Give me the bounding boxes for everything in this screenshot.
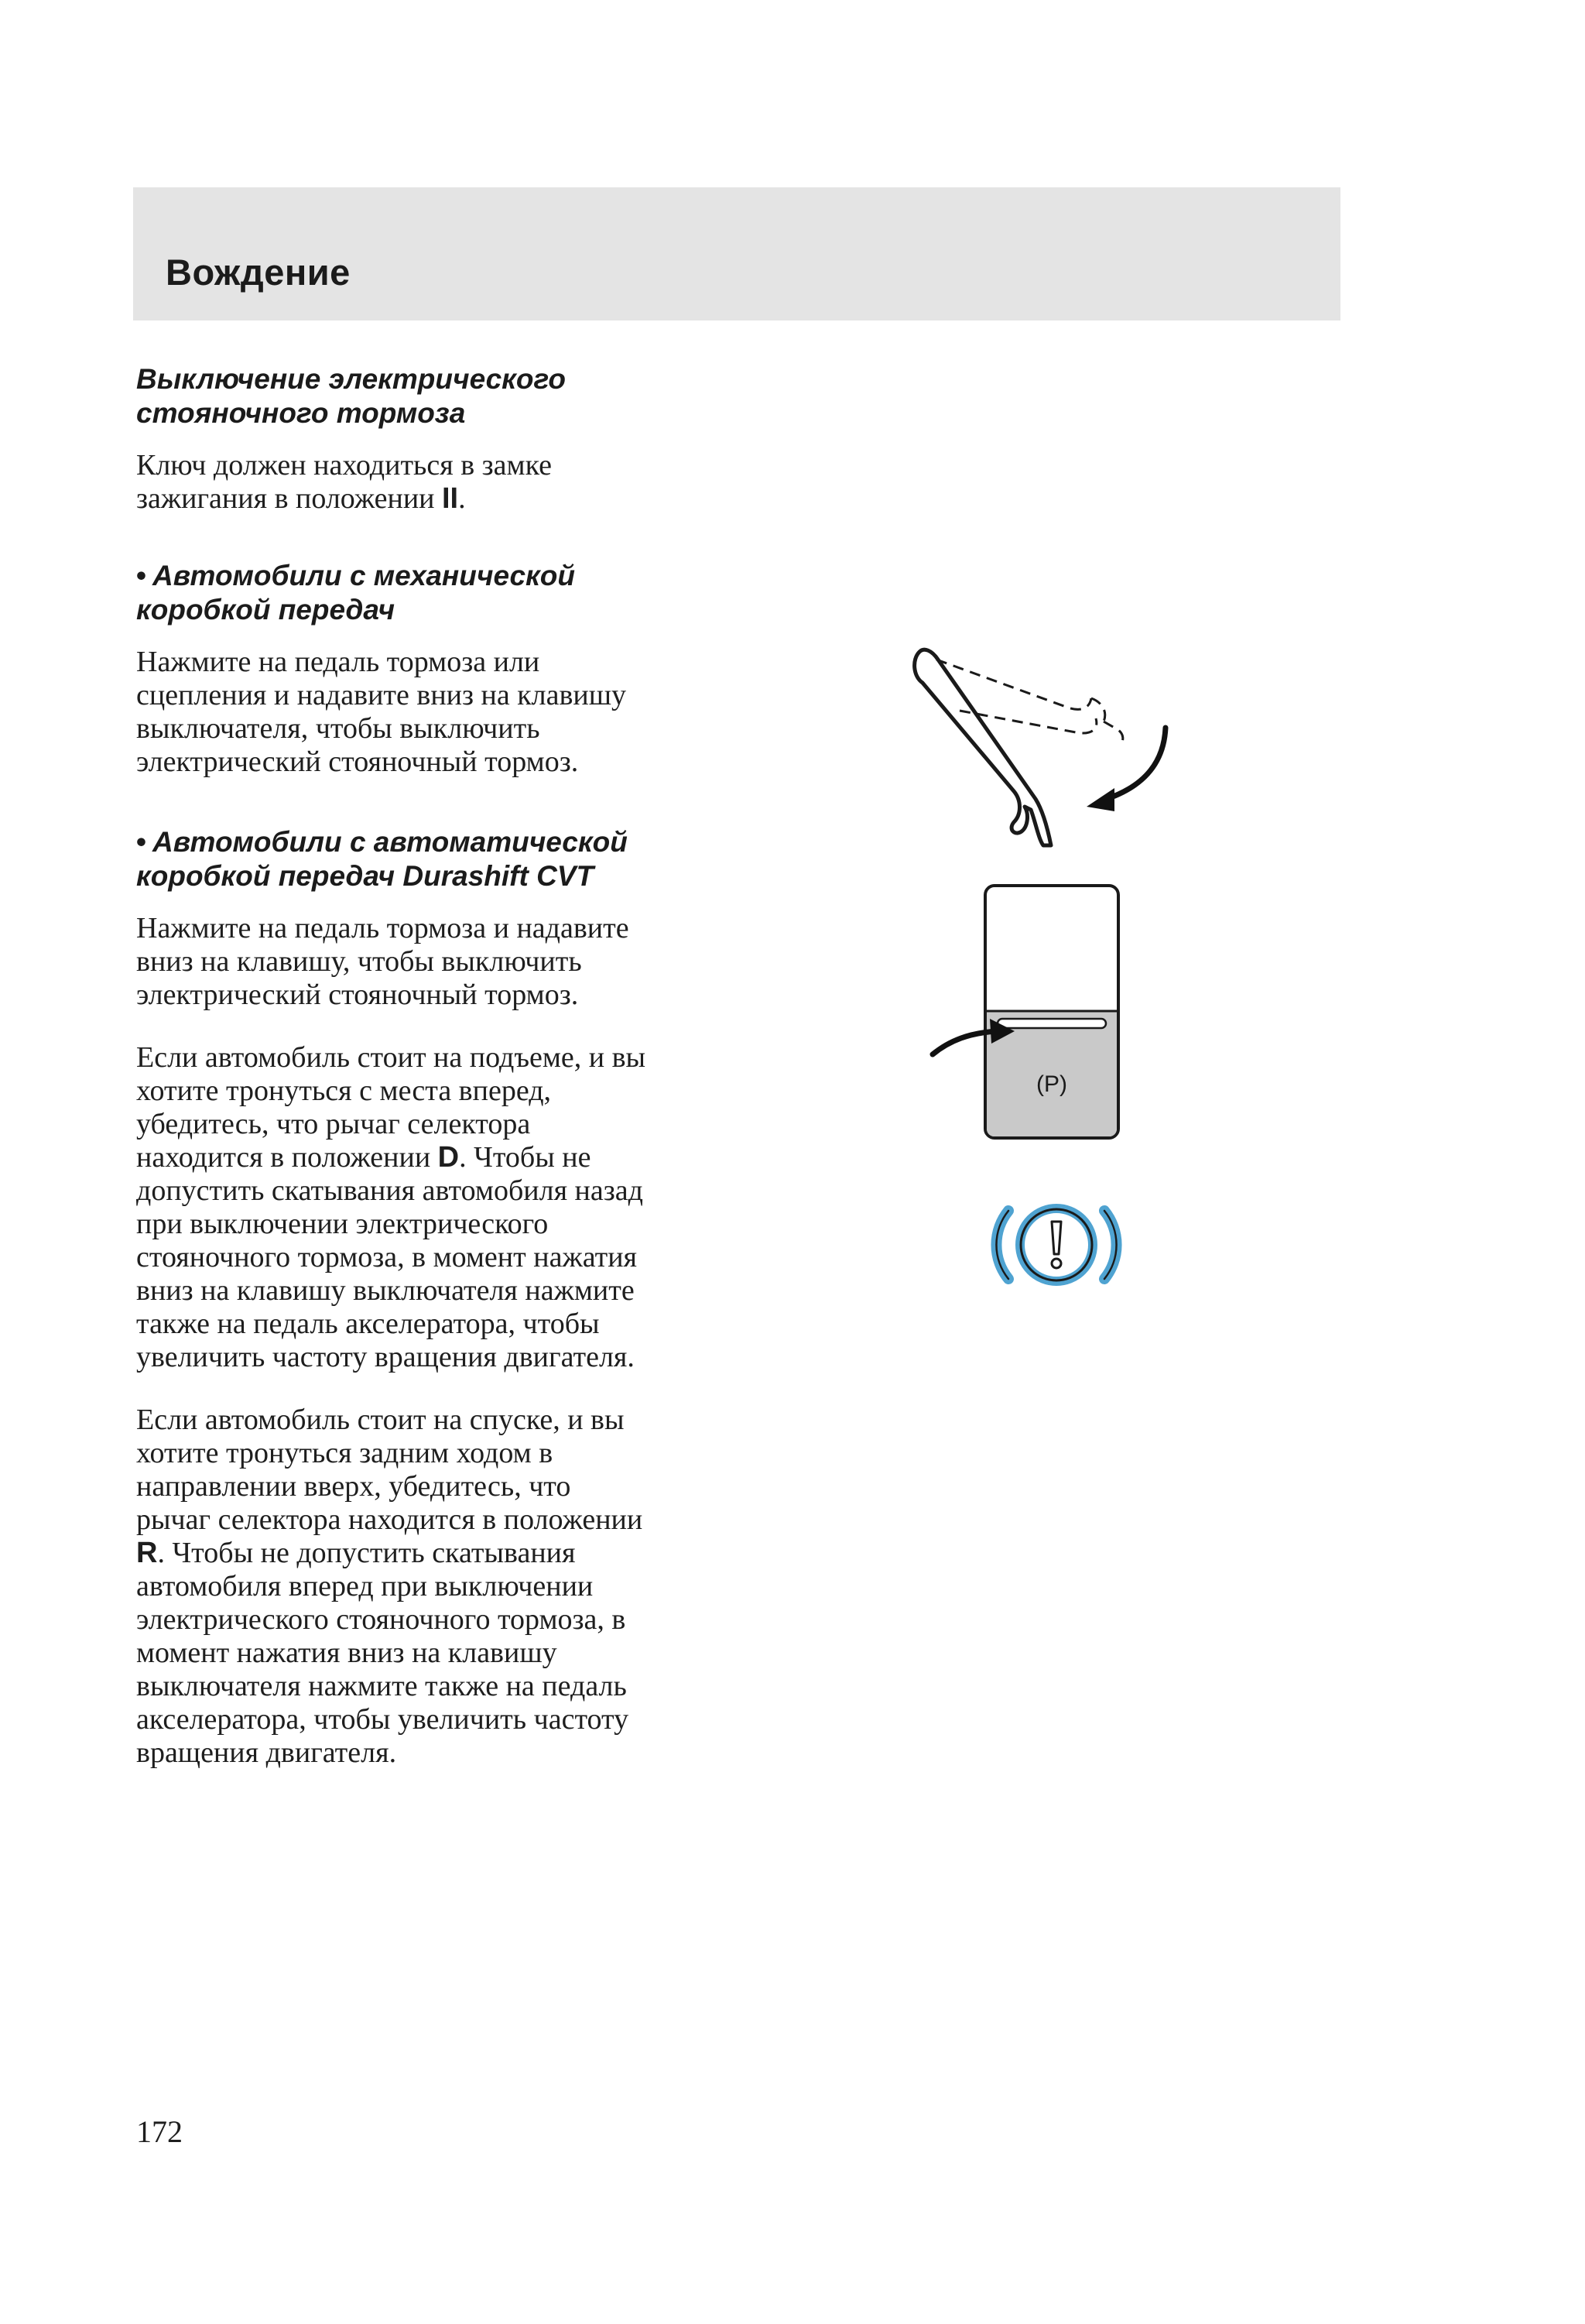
intro-line: Ключ должен находиться в замке — [136, 449, 552, 482]
text-line: допустить скатывания автомобиля назад — [136, 1174, 643, 1207]
text-line: Если автомобиль стоит на спуске, и вы — [136, 1404, 625, 1436]
text-line: вращения двигателя. — [136, 1736, 397, 1769]
text-line: выключателя, чтобы выключить — [136, 712, 540, 745]
text-line: также на педаль акселератора, чтобы — [136, 1308, 600, 1340]
text-line: R. Чтобы не допустить скатывания — [136, 1537, 576, 1569]
text-line: стояночного тормоза, в момент нажатия — [136, 1241, 638, 1273]
main-content — [136, 362, 740, 1799]
text-line: направлении вверх, убедитесь, что — [136, 1470, 571, 1503]
parking-brake-switch-illustration — [917, 881, 1126, 1144]
parking-symbol-icon: (P) — [1036, 1071, 1067, 1097]
text-line: акселератора, чтобы увеличить частоту — [136, 1703, 629, 1736]
intro-line: зажигания в положении II. — [136, 482, 466, 515]
text-line: вниз на клавишу выключателя нажмите — [136, 1274, 635, 1307]
text-line: находится в положении D. Чтобы не — [136, 1141, 591, 1174]
section-header-bar — [133, 187, 1340, 320]
text-line: Если автомобиль стоит на подъеме, и вы — [136, 1041, 646, 1074]
selector-position-r: R — [136, 1537, 158, 1569]
text-line: увеличить частоту вращения двигателя. — [136, 1341, 635, 1373]
pedal-icon — [915, 650, 1051, 845]
text-line: Нажмите на педаль тормоза и надавите — [136, 912, 629, 944]
brake-warning-symbol-icon — [979, 1188, 1134, 1302]
text-line: электрический стояночный тормоз. — [136, 979, 579, 1011]
text-line: при выключении электрического — [136, 1208, 549, 1240]
section-heading-line: стояночного тормоза — [136, 397, 466, 429]
text-line: убедитесь, что рычаг селектора — [136, 1108, 531, 1140]
text-line: выключателя нажмите также на педаль — [136, 1670, 627, 1702]
switch-slot — [998, 1019, 1106, 1028]
text-line: хотите тронуться задним ходом в — [136, 1437, 553, 1469]
uphill-paragraph — [136, 1041, 740, 1374]
text-line: момент нажатия вниз на клавишу — [136, 1637, 557, 1669]
selector-position-d: D — [437, 1141, 460, 1174]
page-title: Вождение — [166, 252, 351, 293]
text-line: Нажмите на педаль тормоза или — [136, 646, 540, 678]
automatic-gearbox-paragraph — [136, 912, 740, 1012]
bullet-icon: • — [136, 826, 146, 858]
press-direction-arrow-icon — [1087, 728, 1166, 811]
ignition-position: II — [442, 482, 459, 515]
text-line: сцепления и надавите вниз на клавишу — [136, 679, 627, 711]
text-line: рычаг селектора находится в положении — [136, 1503, 643, 1536]
manual-gearbox-heading: • Автомобили с механической коробкой передач — [136, 560, 576, 626]
bullet-icon: • — [136, 560, 146, 591]
pedal-press-illustration — [905, 636, 1184, 853]
text-line: вниз на клавишу, чтобы выключить — [136, 945, 582, 978]
page-number: 172 — [136, 2114, 183, 2149]
downhill-paragraph — [136, 1404, 740, 1770]
manual-gearbox-paragraph — [136, 646, 740, 779]
section-heading — [136, 362, 740, 430]
automatic-gearbox-heading: • Автомобили с автоматической коробкой передач Durashift CVT — [136, 826, 628, 892]
text-line: электрический стояночный тормоз. — [136, 746, 579, 778]
intro-paragraph — [136, 449, 740, 516]
text-line: хотите тронуться с места вперед, — [136, 1075, 552, 1107]
section-heading-line: Выключение электрического — [136, 363, 566, 395]
text-line: электрического стояночного тормоза, в — [136, 1603, 626, 1636]
text-line: автомобиля вперед при выключении — [136, 1570, 594, 1602]
